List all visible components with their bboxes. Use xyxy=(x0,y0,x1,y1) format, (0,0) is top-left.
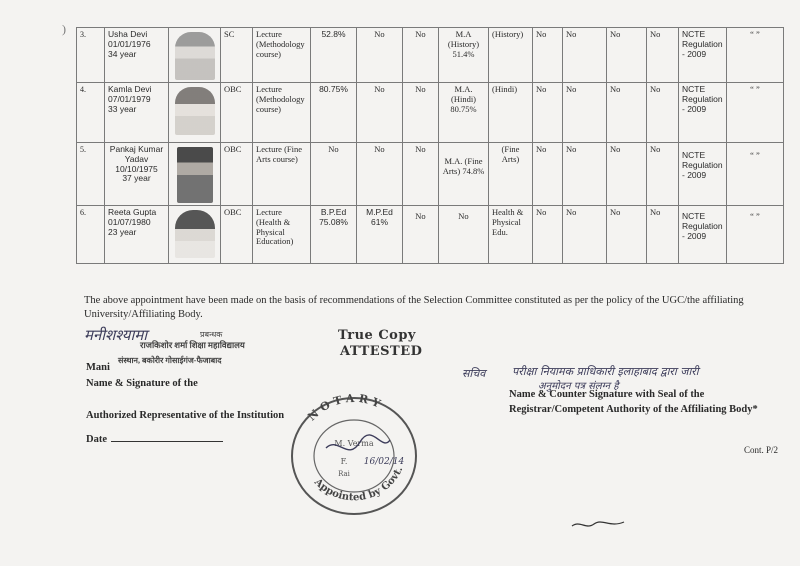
candidate-age: 37 year xyxy=(122,173,151,184)
criteria-1: No xyxy=(533,83,563,143)
photo-cell xyxy=(169,28,221,83)
candidate-dob: 07/01/1979 xyxy=(108,93,151,104)
post: Lecture (Health & Physical Education) xyxy=(253,206,311,264)
ditto-marks: “ ” xyxy=(727,83,784,143)
criteria-3: No xyxy=(607,206,647,264)
hindi-note-line-1: परीक्षा नियामक प्राधिकारी इलाहाबाद द्वारा जारी xyxy=(512,365,699,378)
candidate-age: 33 year xyxy=(108,103,137,114)
criteria-3: No xyxy=(607,28,647,83)
criteria-2: No xyxy=(563,28,607,83)
seal-bottom-text: Appointed by Govt. xyxy=(311,465,406,504)
table-row xyxy=(77,83,784,143)
left-caption-2: Authorized Representative of the Institution xyxy=(86,410,285,421)
margin-tick-mark: ) xyxy=(62,22,66,36)
candidate-name: Kamla Devi xyxy=(108,84,152,94)
criteria-3: No xyxy=(607,143,647,206)
right-caption-1: Name & Counter Signature with Seal of the xyxy=(509,389,705,400)
qualification-1: 80.75% xyxy=(311,83,357,143)
date-field xyxy=(86,432,223,445)
criteria-4: No xyxy=(647,28,679,83)
candidate-photo xyxy=(177,147,213,203)
qualification-2: No xyxy=(357,28,403,83)
candidate-info xyxy=(105,83,169,143)
date-line xyxy=(111,432,223,442)
serial-number: 3. xyxy=(77,28,105,83)
criteria-4: No xyxy=(647,83,679,143)
qualification-1: B.P.Ed 75.08% xyxy=(311,206,357,264)
photo-cell xyxy=(169,83,221,143)
approval: NCTE Regulation - 2009 xyxy=(679,206,727,264)
criteria-1: No xyxy=(533,206,563,264)
staff-table xyxy=(76,27,784,264)
seal-inner-2: Rai xyxy=(338,470,350,478)
approval: NCTE Regulation - 2009 xyxy=(679,83,727,143)
subject: (History) xyxy=(489,28,533,83)
date-label: Date xyxy=(86,434,107,445)
candidate-dob: 01/01/1976 xyxy=(108,38,151,49)
photo-cell xyxy=(169,143,221,206)
approval: NCTE Regulation - 2009 xyxy=(679,143,727,206)
candidate-name: Reeta Gupta xyxy=(108,207,157,217)
pg-qualification: M.A. (Hindi) 80.75% xyxy=(439,83,489,143)
candidate-info xyxy=(105,143,169,206)
photo-cell xyxy=(169,206,221,264)
qualification-1: No xyxy=(311,143,357,206)
candidate-info xyxy=(105,206,169,264)
printed-name: Mani xyxy=(86,362,110,373)
candidate-age: 34 year xyxy=(108,48,137,59)
hindi-prefix: सचिव xyxy=(462,367,486,380)
seal-date: 16/02/14 xyxy=(363,457,405,467)
pg-qualification: M.A. (Fine Arts) 74.8% xyxy=(439,143,489,206)
candidate-photo xyxy=(175,210,215,258)
subject: (Fine Arts) xyxy=(489,143,533,206)
qualification-2: M.P.Ed 61% xyxy=(357,206,403,264)
criteria-3: No xyxy=(607,83,647,143)
attested-stamp: ATTESTED xyxy=(340,344,423,359)
pg-qualification: No xyxy=(439,206,489,264)
candidate-age: 23 year xyxy=(108,226,137,237)
pg-qualification: M.A (History) 51.4% xyxy=(439,28,489,83)
post: Lecture (Methodology course) xyxy=(253,28,311,83)
continued-note: Cont. P/2 xyxy=(744,445,779,455)
ditto-marks: “ ” xyxy=(727,28,784,83)
criteria-2: No xyxy=(563,83,607,143)
ditto-marks: “ ” xyxy=(727,206,784,264)
qualification-2: No xyxy=(357,143,403,206)
seal-top-text: NOTARY xyxy=(305,392,386,424)
criteria-2: No xyxy=(563,206,607,264)
approval: NCTE Regulation - 2009 xyxy=(679,28,727,83)
category: OBC xyxy=(221,83,253,143)
true-copy-stamp: True Copy xyxy=(338,328,416,343)
bottom-signature-scribble xyxy=(570,518,626,532)
category: SC xyxy=(221,28,253,83)
criteria-1: No xyxy=(533,143,563,206)
institution-stamp-line-2: संस्थान, बकोरीर गोसाईगंज-फैजाबाद xyxy=(118,356,222,365)
criteria-1: No xyxy=(533,28,563,83)
candidate-name: Usha Devi xyxy=(108,29,148,39)
candidate-info xyxy=(105,28,169,83)
serial-number: 6. xyxy=(77,206,105,264)
left-caption-1: Name & Signature of the xyxy=(86,378,198,389)
subject: (Hindi) xyxy=(489,83,533,143)
serial-number: 4. xyxy=(77,83,105,143)
handwritten-signature: मनीशश्यामा xyxy=(84,326,148,344)
qualification-3: No xyxy=(403,28,439,83)
hindi-note-line-2: अनुमोदन पत्र संलग्न है xyxy=(538,381,619,392)
subject: Health & Physical Edu. xyxy=(489,206,533,264)
category: OBC xyxy=(221,206,253,264)
institution-stamp-line: राजकिशोर शर्मा शिक्षा महाविद्यालय xyxy=(140,340,245,350)
ditto-marks: “ ” xyxy=(727,143,784,206)
right-caption-2: Registrar/Competent Authority of the Affiliating Body* xyxy=(509,404,758,415)
category: OBC xyxy=(221,143,253,206)
serial-number: 5. xyxy=(77,143,105,206)
candidate-dob: 01/07/1980 xyxy=(108,216,151,227)
selection-statement: The above appointment have been made on the basis of recommendations of the Selection Committee constituted as per the policy of the UGC/the affiliating University/Affiliating Body. xyxy=(84,295,744,320)
table-row xyxy=(77,206,784,264)
qualification-3: No xyxy=(403,143,439,206)
candidate-name: Pankaj Kumar Yadav xyxy=(109,144,164,164)
qualification-3: No xyxy=(403,83,439,143)
seal-inner: F. xyxy=(340,457,348,466)
candidate-photo xyxy=(175,32,215,80)
qualification-2: No xyxy=(357,83,403,143)
stamp-designation: प्रबन्धक xyxy=(200,330,223,339)
post: Lecture (Fine Arts course) xyxy=(253,143,311,206)
seal-name: M. Verma xyxy=(334,439,374,448)
post: Lecture (Methodology course) xyxy=(253,83,311,143)
candidate-dob: 10/10/1975 xyxy=(115,163,158,174)
candidate-photo xyxy=(175,87,215,135)
criteria-2: No xyxy=(563,143,607,206)
qualification-3: No xyxy=(403,206,439,264)
criteria-4: No xyxy=(647,143,679,206)
table-row xyxy=(77,28,784,83)
table-row xyxy=(77,143,784,206)
notary-seal xyxy=(286,392,422,516)
seal-inner-ring xyxy=(314,420,394,492)
criteria-4: No xyxy=(647,206,679,264)
qualification-1: 52.8% xyxy=(311,28,357,83)
